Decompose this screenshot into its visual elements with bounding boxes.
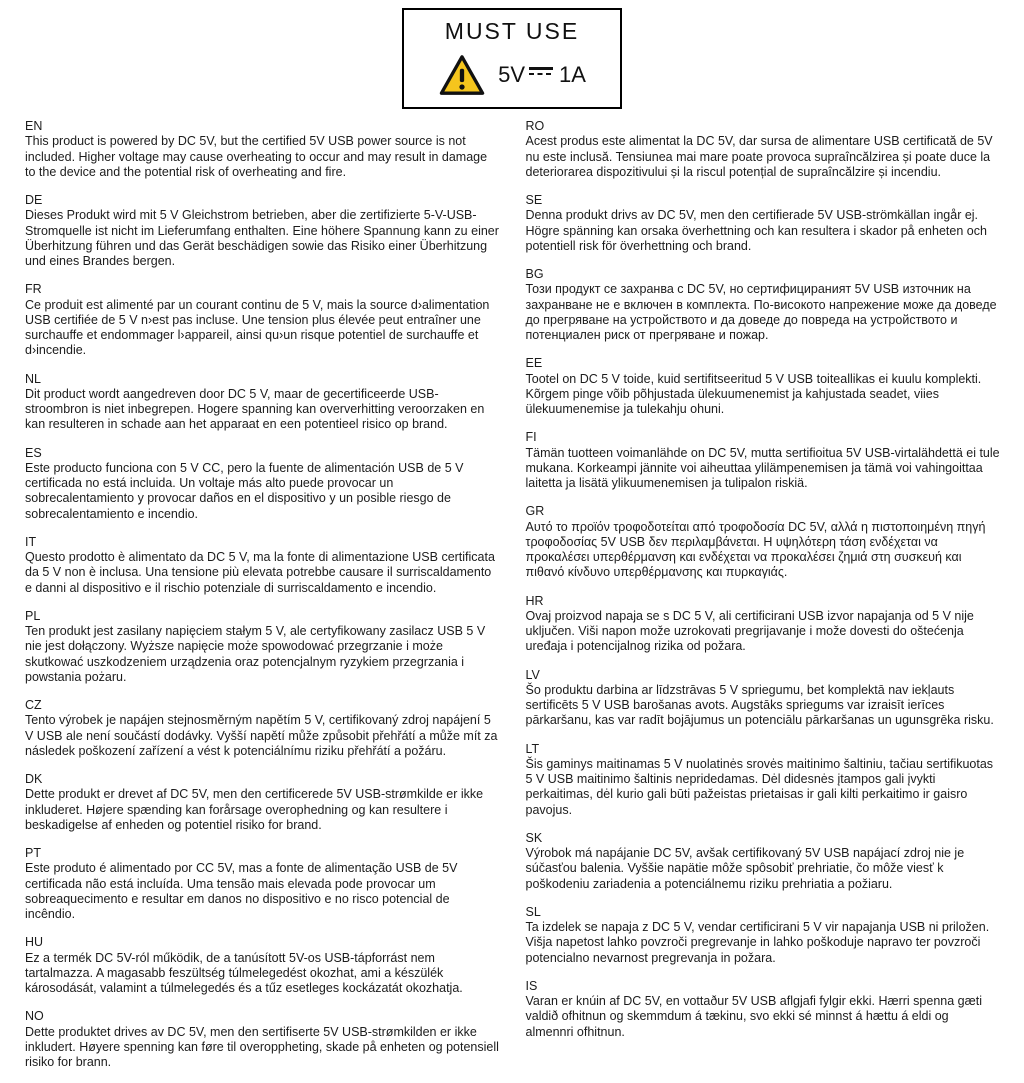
language-section-de	[25, 193, 500, 269]
language-section-pl	[25, 609, 500, 685]
current-label: 1A	[559, 62, 586, 87]
power-rating	[498, 62, 586, 88]
dc-dashed-line	[529, 73, 553, 76]
language-text: Šis gaminys maitinamas 5 V nuolatinės srovės maitinimo šaltiniu, tačiau sertifikuotas 5 V USB maitinimo šaltinis nepridedamas. Dėl didesnės įtampos gali įvykti perkaitimas, dėl kurio gali būti pažeistas prietaisas ir gali kilti perkaitimo ir gaisro pavojus.	[525, 756, 994, 817]
language-text: Dette produktet drives av DC 5V, men den sertifiserte 5V USB-strømkilden er ikke inkludert. Høyere spenning kan føre til overoppheting, skade på enheten og potensiell risiko for brann.	[25, 1024, 499, 1069]
language-section-lv	[526, 668, 1001, 729]
language-code: CZ	[25, 698, 42, 712]
language-section-gr	[526, 504, 1001, 580]
language-section-hr	[526, 594, 1001, 655]
language-section-ee	[526, 356, 1001, 417]
language-section-fi	[526, 430, 1001, 491]
language-code: FR	[25, 282, 42, 297]
language-text: Este produto é alimentado por CC 5V, mas a fonte de alimentação USB de 5V certificada não está incluída. Uma tensão mais elevada pode provocar um sobreaquecimento e resultar em danos no dispositivo e no risco potencial de incêndio.	[25, 861, 458, 921]
language-code: SK	[525, 830, 543, 845]
language-code: SE	[525, 193, 543, 207]
dc-current-icon	[529, 67, 553, 75]
language-section-pt	[25, 846, 500, 922]
power-spec-row	[414, 53, 610, 97]
warning-triangle-icon	[438, 53, 486, 97]
language-text: Tämän tuotteen voimanlähde on DC 5V, mutta sertifioitua 5V USB-virtalähdettä ei tule mukana. Korkeampi jännite voi aiheuttaa ylilämpenemisen ja tämä voi vahingoittaa laitetta ja lisätä ylikuumenemisen ja tulipalon riskiä.	[525, 445, 1000, 490]
language-code: ES	[25, 445, 42, 460]
language-section-no	[25, 1009, 500, 1070]
language-text: Acest produs este alimentat la DC 5V, dar sursa de alimentare USB certificată de 5V nu este inclusă. Tensiunea mai mare poate provoca supraîncălzirea și poate duce la deteriorarea dispozitivului și la riscul potențial de supraîncălzire și incendiu.	[525, 134, 993, 179]
language-code: IS	[525, 978, 538, 993]
language-text: Questo prodotto è alimentato da DC 5 V, ma la fonte di alimentazione USB certificata da 5 V non è inclusa. Una tensione più elevata potrebbe causare il surriscaldamento e danni al dispositivo e il rischio potenziale di surriscaldamento e incendio.	[25, 550, 495, 595]
language-section-es	[25, 446, 500, 522]
language-code: BG	[525, 267, 544, 281]
language-code: IT	[25, 534, 37, 549]
language-code: HU	[25, 935, 44, 950]
language-code: SL	[525, 904, 541, 919]
language-section-hu	[25, 935, 500, 996]
document-page	[0, 8, 1024, 1069]
must-use-box	[402, 8, 622, 109]
language-text: Ten produkt jest zasilany napięciem stałym 5 V, ale certyfikowany zasilacz USB 5 V nie jest dołączony. Wyższe napięcie może spowodować przegrzanie i może skutkować uszkodzeniem urządzenia oraz potencjalnym ryzykiem przegrzania i powstania pożaru.	[25, 624, 486, 684]
language-text: Този продукт се захранва с DC 5V, но сертифицираният 5V USB източник на захранване не е включен в комплекта. По-високото напрежение може да доведе до прегряване на устройството и да доведе до повреда на устройството и потенциален риск от прегряване и пожар.	[525, 282, 997, 342]
language-section-cz	[25, 698, 500, 759]
language-text: Ce produit est alimenté par un courant continu de 5 V, mais la source d›alimentation USB certifiée de 5 V n›est pas incluse. Une tension plus élevée peut entraîner une surchauffe et endommager l›appareil, ainsi qu›un risque potentiel de surchauffe et d›incendie.	[25, 297, 490, 358]
left-column	[25, 119, 500, 1083]
language-columns	[0, 119, 1024, 1083]
language-text: This product is powered by DC 5V, but the certified 5V USB power source is not included. Higher voltage may cause overheating to occur and may result in damage to the device and the potential risk of overheating and fire.	[25, 134, 488, 179]
language-text: Šo produktu darbina ar līdzstrāvas 5 V spriegumu, bet komplektā nav iekļauts sertificēts 5 V USB barošanas avots. Augstāks spriegums var izraisīt ierīces pārkaršanu, kas var radīt bojājumus un potenciālu pārkaršanas un ugunsgrēka risku.	[525, 682, 994, 728]
language-text: Denna produkt drivs av DC 5V, men den certifierade 5V USB-strömkällan ingår ej. Högre spänning kan orsaka överhettning och kan resultera i skador på enheten och potentiell risk för överhettning och brand.	[525, 208, 987, 253]
language-text: Tento výrobek je napájen stejnosměrným napětím 5 V, certifikovaný zdroj napájení 5 V USB ale není součástí dodávky. Vyšší napětí může způsobit přehřátí a může mít za následek poškození zařízení a vést k potenciálnímu riziku přehřátí a požáru.	[25, 713, 498, 758]
language-code: FI	[525, 430, 537, 445]
language-text: Ez a termék DC 5V-ról működik, de a tanúsított 5V-os USB-tápforrást nem tartalmazza. A magasabb feszültség túlmelegedést okozhat, ami a készülék károsodását, valamint a túlmelegedés és a tűz esetleges kockázatát okozhatja.	[25, 950, 463, 995]
language-text: Dette produkt er drevet af DC 5V, men den certificerede 5V USB-strømkilde er ikke inkluderet. Højere spænding kan forårsage overophedning og kan resultere i beskadigelse af enheden og potentiel risiko for brand.	[25, 787, 484, 832]
language-section-se	[526, 193, 1001, 254]
language-code: RO	[525, 119, 545, 133]
language-code: HR	[525, 593, 544, 608]
language-code: EE	[525, 356, 543, 371]
language-text: Ovaj proizvod napaja se s DC 5 V, ali certificirani USB izvor napajanja od 5 V nije uključen. Viši napon može uzrokovati pregrijavanje i može dovesti do oštećenja uređaja i potencijalnog rizika od požara.	[525, 608, 974, 654]
language-text: Výrobok má napájanie DC 5V, avšak certifikovaný 5V USB napájací zdroj nie je súčasťou balenia. Vyššie napätie môže spôsobiť prehriatie, čo môže viesť k poškodeniu zariadenia a potenciálnemu riziku prehriatia a požiaru.	[525, 846, 965, 891]
language-section-dk	[25, 772, 500, 833]
dc-solid-line	[529, 67, 553, 70]
language-section-sk	[526, 831, 1001, 892]
language-text: Dit product wordt aangedreven door DC 5 V, maar de gecertificeerde USB-stroombron is niet inbegrepen. Hogere spanning kan oververhitting veroorzaken en kan resulteren in schade aan het apparaat en een potentieel risico op brand.	[25, 386, 485, 432]
language-code: PL	[25, 608, 41, 623]
language-code: PT	[25, 846, 41, 860]
language-section-nl	[25, 372, 500, 433]
language-code: LT	[525, 741, 540, 756]
language-section-en	[25, 119, 500, 180]
language-text: Este producto funciona con 5 V CC, pero la fuente de alimentación USB de 5 V certificada no está incluida. Un voltaje más alto puede provocar un sobrecalentamiento y provocar daños en el dispositivo y un posible riesgo de sobrecalentamiento e incendio.	[25, 460, 464, 521]
language-section-it	[25, 535, 500, 596]
right-column	[526, 119, 1001, 1083]
language-text: Ta izdelek se napaja z DC 5 V, vendar certificirani 5 V vir napajanja USB ni priložen. Višja napetost lahko povzroči pregrevanje in lahko poškoduje napravo ter povzroči potencialno nevarnost pregrevanja in požara.	[525, 920, 990, 965]
language-code: DK	[25, 772, 43, 786]
language-section-sl	[526, 905, 1001, 966]
language-section-is	[526, 979, 1001, 1040]
language-text: Tootel on DC 5 V toide, kuid sertifitseeritud 5 V USB toiteallikas ei kuulu komplekti. Kõrgem pinge võib põhjustada ülekuumenemist ja kahjustada seadet, viies ülekuumenemise ja tulekahju ohuni.	[525, 371, 982, 416]
language-section-bg	[526, 267, 1001, 343]
language-code: EN	[25, 119, 43, 133]
language-text: Dieses Produkt wird mit 5 V Gleichstrom betrieben, aber die zertifizierte 5-V-USB-Stromquelle ist nicht im Lieferumfang enthalten. Eine höhere Spannung kann zu einer Überhitzung führen und das Gerät beschädigen sowie das Risiko einer Überhitzung und eines Brandes bergen.	[25, 208, 499, 268]
language-section-lt	[526, 742, 1001, 818]
language-code: DE	[25, 193, 43, 207]
language-section-fr	[25, 282, 500, 358]
language-code: LV	[525, 667, 540, 682]
language-code: GR	[525, 504, 545, 519]
box-title: MUST USE	[444, 18, 580, 44]
language-text: Αυτό το προϊόν τροφοδοτείται από τροφοδοσία DC 5V, αλλά η πιστοποιημένη πηγή τροφοδοσίας 5V USB δεν περιλαμβάνεται. Η υψηλότερη τάση ενδέχεται να προκαλέσει υπερθέρμανση και ενδέχεται να προκαλέσει ζημιά στη συσκευή και πιθανό κίνδυνο υπερθέρμανσης και πυρκαγιάς.	[525, 519, 986, 580]
language-section-ro	[526, 119, 1001, 180]
language-code: NO	[25, 1009, 44, 1024]
voltage-label: 5V	[498, 62, 525, 87]
language-code: NL	[25, 371, 41, 386]
language-text: Varan er knúin af DC 5V, en vottaður 5V USB aflgjafi fylgir ekki. Hærri spenna gæti valdið ofhitnun og skemmdum á tækinu, svo ekki sé minnst á hættu á eldi og almennri ofhitnun.	[525, 994, 982, 1039]
